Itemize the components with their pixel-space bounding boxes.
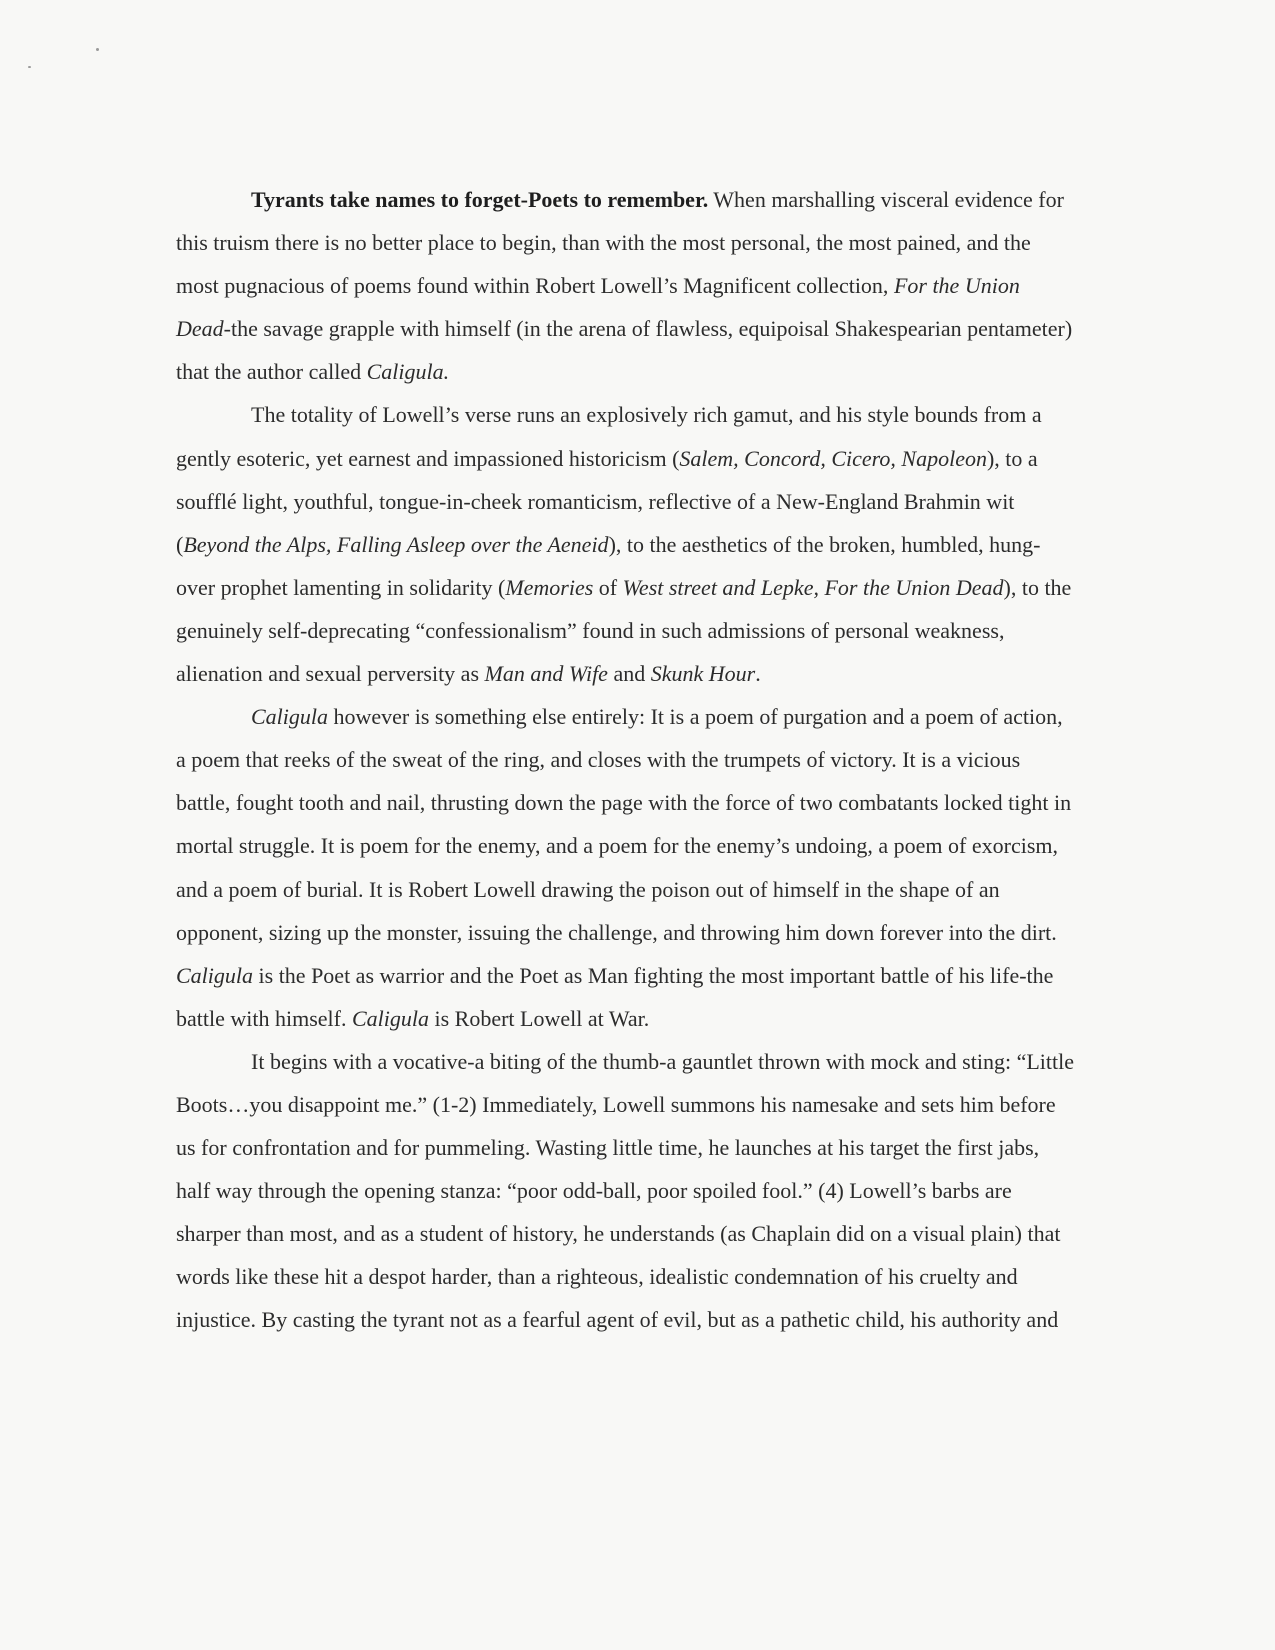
paragraph [176, 1040, 1076, 1342]
italic-title: Caligula [351, 1005, 429, 1031]
text-run: however is something else entirely: It is a poem of purgation and a poem of action, a poem that reeks of the sweat of the ring, and closes with the trumpets of victory. It is a vicious battle, fought tooth and nail, thrusting down the page with the force of two combatants locked tight in mortal struggle. It is poem for the enemy, and a poem for the enemy’s undoing, a poem of exorcism, and a poem of burial. It is Robert Lowell drawing the poison out of himself in the shape of an opponent, sizing up the monster, issuing the challenge, and throwing him down forever into the dirt. [176, 704, 1072, 945]
paragraph [176, 393, 1076, 695]
text-run: -the savage grapple with himself (in the arena of flawless, equipoisal Shakespearian pentameter) that the author called [176, 316, 1073, 385]
italic-title: Beyond the Alps, Falling Asleep over the Aeneid [183, 531, 609, 557]
text-run: When marshalling visceral evidence for this truism there is no better place to begin, than with the most personal, the most pained, and the most pugnacious of poems found within Robert Lowell’s Magnificent collection, [176, 187, 1064, 299]
italic-title: Salem, Concord, Cicero, Napoleon [679, 445, 987, 471]
paragraph [176, 695, 1076, 1040]
scan-speck [28, 66, 31, 68]
lead-sentence: Tyrants take names to forget-Poets to remember. [251, 187, 709, 212]
italic-title: West street and Lepke, For the Union Dead [622, 574, 1004, 600]
essay-body [176, 178, 1076, 1342]
italic-title: Memories [505, 574, 594, 600]
text-run: and [607, 661, 651, 687]
italic-title: Man and Wife [484, 661, 608, 687]
text-run: of [593, 574, 623, 600]
italic-title: Caligula [176, 962, 254, 988]
text-run: It begins with a vocative-a biting of the thumb-a gauntlet thrown with mock and sting: “Little Boots…you disappoint me.” (1-2) Immediately, Lowell summons his namesake and sets him before us for confrontation and for pummeling. Wasting little time, he launches at his target the first jabs, half way through the opening stanza: “poor odd-ball, poor spoiled fool.” (4) Lowell’s barbs are sharper than most, and as a student of history, he understands (as Chaplain did on a visual plain) that words like these hit a despot harder, than a righteous, idealistic condemnation of his cruelty and injustice. By casting the tyrant not as a fearful agent of evil, but as a pathetic child, his authority and [176, 1048, 1074, 1333]
paragraph [176, 178, 1076, 393]
text-run: ), to the aesthetics of the broken, humbled, hung-over prophet lamenting in solidarity ( [176, 531, 1041, 600]
text-run: ), to the genuinely self-deprecating “confessionalism” found in such admissions of personal weakness, alienation and sexual perversity as [176, 574, 1072, 687]
text-run: is Robert Lowell at War. [428, 1005, 650, 1031]
scan-speck [96, 48, 99, 51]
text-run: ), to a soufflé light, youthful, tongue-in-cheek romanticism, reflective of a New-England Brahmin wit ( [176, 445, 1038, 557]
italic-title: Caligula. [366, 359, 450, 385]
text-run: . [755, 661, 761, 687]
text-run: The totality of Lowell’s verse runs an explosively rich gamut, and his style bounds from a gently esoteric, yet earnest and impassioned historicism ( [176, 402, 1042, 471]
italic-title: Caligula [251, 704, 329, 730]
italic-title: Skunk Hour [650, 661, 756, 687]
italic-title: For the Union Dead [176, 273, 1020, 342]
text-run: is the Poet as warrior and the Poet as Man fighting the most important battle of his life-the battle with himself. [176, 962, 1054, 1031]
